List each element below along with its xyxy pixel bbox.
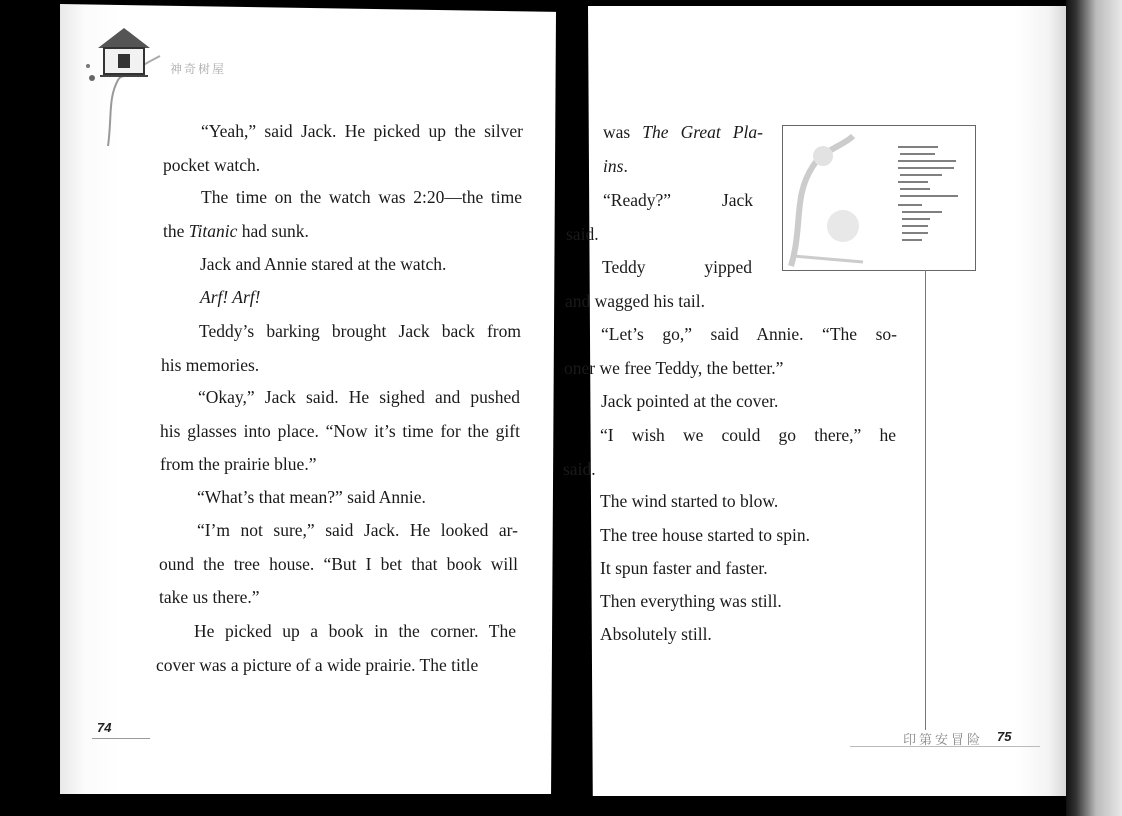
paragraph: [200, 248, 520, 282]
text-line: “What’s that mean?” said Annie.: [197, 487, 426, 507]
text-line: oner we free Teddy, the better.”: [564, 357, 784, 378]
page-number-left: 74: [97, 720, 112, 735]
text-line: said.: [563, 458, 596, 479]
paragraph: [161, 315, 521, 382]
text-line: ound the tree house. “But I bet that book will: [159, 553, 518, 574]
footer-book-title: 印第安冒险: [903, 733, 984, 748]
paragraph: [563, 419, 896, 486]
paragraph: [600, 585, 896, 619]
text-line: from the prairie blue.”: [160, 454, 317, 474]
text-line: said.: [566, 223, 599, 244]
running-header: 神奇树屋: [170, 62, 227, 76]
text-line: “Okay,” Jack said. He sighed and pushed: [198, 387, 520, 407]
paragraph: [566, 184, 753, 251]
text-line: Jack pointed at the cover.: [601, 391, 779, 411]
paragraph: [565, 251, 752, 318]
page-number-right: 75: [997, 729, 1012, 744]
paragraph: [197, 481, 517, 515]
text-line: his glasses into place. “Now it’s time for the gift: [160, 420, 520, 441]
text-line: Teddy yipped: [602, 257, 752, 277]
text-line: The tree house started to spin.: [600, 525, 810, 545]
text-line: “Ready?” Jack: [603, 190, 753, 210]
text-line: He picked up a book in the corner. The: [194, 621, 516, 641]
paragraph: [600, 618, 896, 652]
text-line: The time on the watch was 2:20—the time: [201, 187, 522, 207]
paragraph: [163, 115, 523, 182]
prairie-sketch: [783, 126, 975, 270]
text-line: take us there.”: [159, 587, 260, 607]
paragraph: [603, 116, 763, 183]
text-line: “Let’s go,” said Annie. “The so-: [601, 324, 897, 344]
paragraph: [156, 615, 516, 682]
text-line: and wagged his tail.: [565, 290, 705, 311]
text-line: “I’m not sure,” said Jack. He looked ar-: [197, 520, 518, 540]
text-line: Then everything was still.: [600, 591, 782, 611]
text-line: his memories.: [161, 354, 260, 375]
tree-house-icon: [78, 18, 168, 148]
text-line: ins.: [603, 155, 628, 176]
paragraph: [601, 385, 897, 419]
paragraph: [600, 485, 896, 519]
book-edge: [1066, 0, 1122, 816]
paragraph: [600, 552, 896, 586]
margin-rule: [925, 270, 926, 730]
paragraph: [159, 514, 518, 615]
text-line: “Yeah,” said Jack. He picked up the silver: [201, 121, 523, 141]
text-line: The wind started to blow.: [600, 491, 779, 511]
text-line: the Titanic had sunk.: [163, 220, 309, 241]
footer-rule-left: [92, 738, 150, 739]
paragraph: [160, 381, 520, 482]
text-line: Teddy’s barking brought Jack back from: [199, 321, 521, 341]
illustration-thumbnail: [782, 125, 976, 271]
footer-rule-right: [850, 746, 1040, 747]
paragraph: [600, 519, 896, 553]
paragraph: [564, 318, 897, 385]
text-line: Absolutely still.: [600, 624, 712, 644]
text-line: It spun faster and faster.: [600, 558, 768, 578]
text-line: Arf! Arf!: [200, 287, 261, 307]
text-line: Jack and Annie stared at the watch.: [200, 254, 447, 274]
text-line: cover was a picture of a wide prairie. The title: [156, 654, 479, 675]
paragraph: [163, 181, 522, 248]
text-line: was The Great Pla-: [603, 122, 764, 142]
paragraph: [200, 281, 520, 315]
text-line: pocket watch.: [163, 154, 261, 175]
text-line: “I wish we could go there,” he: [600, 425, 896, 445]
